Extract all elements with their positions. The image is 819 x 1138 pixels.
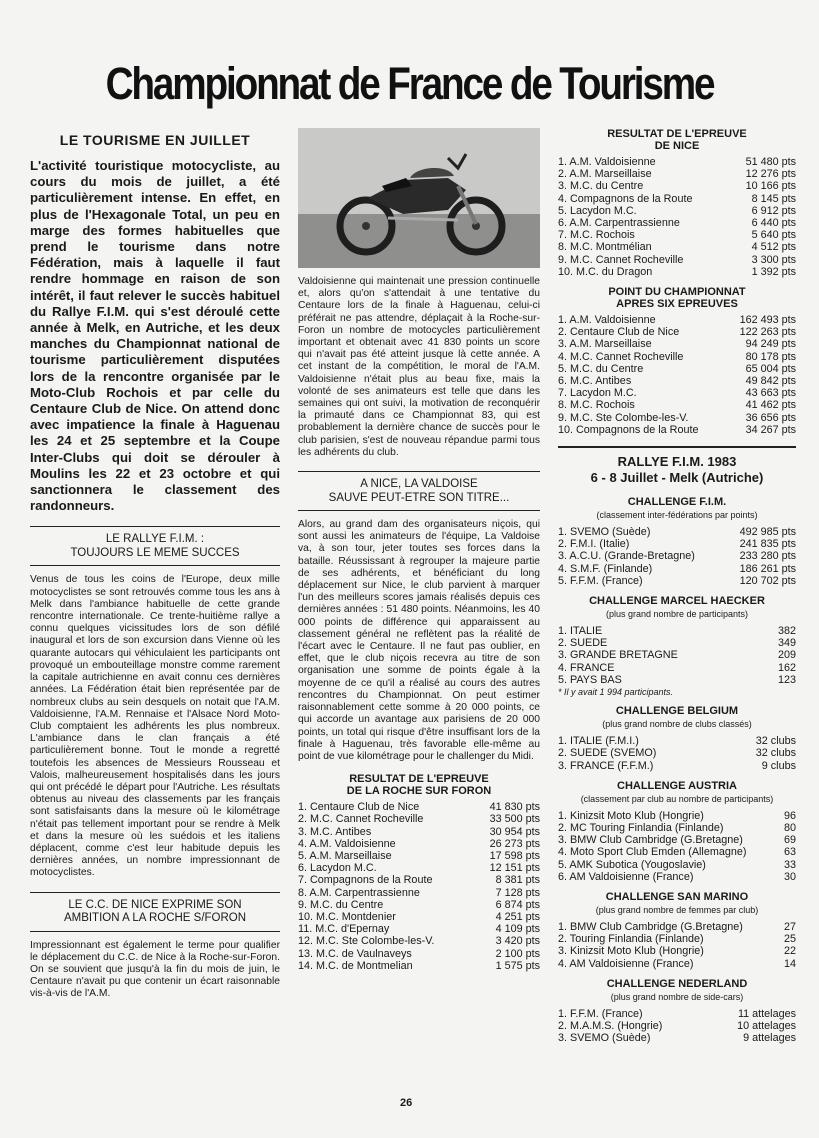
row-value: 4 512 pts [751, 241, 796, 254]
row-value: 69 [783, 834, 796, 847]
row-value: 1 392 pts [751, 265, 796, 278]
column-2 [298, 128, 540, 972]
challenge-title: CHALLENGE BELGIUM [615, 705, 739, 718]
table-row [298, 923, 540, 935]
row-label: 6. AM Valdoisienne (France) [558, 870, 694, 883]
table-row [298, 862, 540, 874]
table-row [298, 899, 540, 911]
row-label: 10. M.C. du Dragon [558, 265, 653, 278]
heading-line: TOUJOURS LE MEME SUCCES [70, 546, 240, 559]
table-row [558, 735, 796, 747]
row-value: 9 attelages [743, 1032, 796, 1045]
row-label: 4. FRANCE [558, 661, 615, 674]
table-row [558, 180, 796, 192]
table-row [558, 351, 796, 363]
row-label: 3. GRANDE BRETAGNE [558, 649, 678, 662]
challenge-subtitle: (classement par club au nombre de participants) [580, 793, 774, 804]
table-row [558, 945, 796, 957]
table-row [558, 1020, 796, 1032]
results-title-line: APRES SIX EPREUVES [616, 298, 738, 311]
results-table [558, 1008, 796, 1045]
table-row [558, 156, 796, 168]
table-row [558, 921, 796, 933]
table-row [558, 241, 796, 253]
row-label: 3. BMW Club Cambridge (G.Bretagne) [558, 834, 743, 847]
results-title [558, 286, 796, 310]
row-label: 1. A.M. Valdoisienne [558, 314, 656, 327]
row-value: 12 151 pts [489, 862, 540, 875]
row-value: 162 493 pts [739, 314, 796, 327]
table-row [558, 747, 796, 759]
table-row [558, 625, 796, 637]
row-label: 3. M.C. Antibes [298, 825, 372, 838]
row-label: 3. SVEMO (Suède) [558, 1032, 651, 1045]
table-row [298, 838, 540, 850]
table-row [558, 1032, 796, 1044]
row-value: 26 273 pts [489, 837, 540, 850]
table-row [298, 874, 540, 886]
challenge-title: CHALLENGE SAN MARINO [605, 890, 749, 903]
row-value: 3 300 pts [751, 253, 796, 266]
section-heading: LE TOURISME EN JUILLET [59, 132, 251, 148]
table-row [558, 217, 796, 229]
table-row [558, 822, 796, 834]
row-value: 80 178 pts [745, 350, 796, 363]
heading-line: A NICE, LA VALDOISE [360, 478, 478, 491]
row-label: 1. Kinizsit Moto Klub (Hongrie) [558, 809, 704, 822]
row-label: 7. Compagnons de la Route [298, 874, 433, 887]
row-label: 6. Lacydon M.C. [298, 862, 377, 875]
row-label: 8. M.C. Montmélian [558, 241, 652, 254]
row-value: 41 830 pts [489, 801, 540, 814]
results-title [298, 773, 540, 797]
row-value: 6 440 pts [751, 217, 796, 230]
results-table [298, 801, 540, 972]
table-row [558, 810, 796, 822]
row-value: 36 656 pts [745, 411, 796, 424]
row-label: 13. M.C. de Vaulnaveys [298, 947, 412, 960]
table-row [558, 674, 796, 686]
row-value: 51 480 pts [745, 156, 796, 168]
row-label: 9. M.C. du Centre [298, 898, 384, 911]
challenge-subtitle: (plus grand nombre de clubs classés) [602, 719, 752, 730]
table-row [558, 363, 796, 375]
row-label: 1. SVEMO (Suède) [558, 526, 651, 539]
challenge-title: CHALLENGE MARCEL HAECKER [589, 595, 765, 608]
table-row [558, 1008, 796, 1020]
row-label: 1. ITALIE (F.M.I.) [558, 735, 639, 748]
row-value: 80 [783, 821, 796, 834]
row-label: 14. M.C. de Montmelian [298, 959, 413, 972]
row-value: 1 575 pts [495, 959, 540, 972]
results-title-line: POINT DU CHAMPIONNAT [608, 286, 746, 299]
table-row [558, 338, 796, 350]
row-value: 22 [783, 945, 796, 958]
row-label: 2. Touring Finlandia (Finlande) [558, 933, 704, 946]
row-value: 233 280 pts [739, 550, 796, 563]
table-row [298, 948, 540, 960]
table-row [558, 760, 796, 772]
row-label: 3. A.M. Marseillaise [558, 338, 652, 351]
table-row [558, 649, 796, 661]
row-value: 123 [777, 673, 796, 686]
results-title-line: RESULTAT DE L'EPREUVE [607, 128, 747, 140]
row-label: 4. S.M.F. (Finlande) [558, 562, 653, 575]
table-row [558, 871, 796, 883]
row-label: 10. Compagnons de la Route [558, 423, 699, 436]
row-value: 65 004 pts [745, 362, 796, 375]
page-title: Championnat de France de Tourisme [105, 58, 714, 109]
motorcycle-photo [298, 128, 540, 268]
article-text: Venus de tous les coins de l'Europe, deux mille motocyclistes se sont retrouvés comme tous les ans à Melk dans l'ambiance habituelle de cette grande rencontre internationale. Ce trente-huitième rallye a connu quelques vicissitudes lors de son défilé inaugural et lors de son excursion dans Vienne où les quarante autocars qui véhiculaient les participants ont provoqué un embouteillage monstre comme rarement la capitale autrichienne en avait connu ces dernières années. La Fédération était bien représentée par de nombreux clubs au sein desquels on notait que l'A.M. Valdoisienne, l'A.M. Rennaise et l'Alsace Nord Moto-Club comptaient les adhérents les plus nombreux. L'ambiance dans le clan français a été particulièrement bonne. Tout le monde a regretté toutefois les absences de Messieurs Rousseau et Valois, malheureusement hospitalisés dans les jours qui ont précédé le départ pour l'Autriche. Les résultats obtenus au niveau des classements par les français sont satisfaisants dans la mesure où le kilométrage n'était pas tellement important pour se rendre à Melk et dans la mesure où les suédois et les italiens déplacent, comme c'est leur habitude depuis les dernières années, un nombre impressionnant de motocyclistes. [30, 574, 280, 879]
table-row [558, 662, 796, 674]
row-label: 2. M.C. Cannet Rocheville [298, 813, 424, 826]
table-row [558, 387, 796, 399]
challenge-title: CHALLENGE F.I.M. [627, 496, 727, 509]
heading-line: LE C.C. DE NICE EXPRIME SON [68, 898, 242, 911]
row-value: 10 166 pts [745, 180, 796, 193]
row-label: 4. Compagnons de la Route [558, 192, 693, 205]
row-label: 5. M.C. du Centre [558, 362, 644, 375]
results-table [558, 625, 796, 686]
table-row [298, 935, 540, 947]
table-row [558, 538, 796, 550]
heading-line: LE RALLYE F.I.M. : [105, 533, 205, 546]
row-value: 12 276 pts [745, 168, 796, 181]
table-row [558, 859, 796, 871]
row-value: 27 [783, 920, 796, 933]
section-heading [298, 471, 540, 511]
row-label: 2. M.A.M.S. (Hongrie) [558, 1019, 663, 1032]
table-row [558, 412, 796, 424]
article-text: Impressionnant est également le terme pour qualifier le déplacement du C.C. de Nice à la Roche-sur-Foron. On se souvient que jusqu'à la fin du mois de juin, le Centaure n'avait pu que contenir un écart raisonnable vis-à-vis de l'A.M. [30, 939, 280, 1000]
table-row [558, 314, 796, 326]
table-row [558, 326, 796, 338]
row-label: 9. M.C. Ste Colombe-les-V. [558, 411, 689, 424]
row-value: 94 249 pts [745, 338, 796, 351]
row-label: 4. AM Valdoisienne (France) [558, 957, 694, 970]
table-row [558, 205, 796, 217]
row-label: 1. Centaure Club de Nice [298, 801, 420, 814]
row-value: 33 500 pts [489, 813, 540, 826]
table-row [298, 960, 540, 972]
row-label: 9. M.C. Cannet Rocheville [558, 253, 684, 266]
row-label: 1. BMW Club Cambridge (G.Bretagne) [558, 920, 743, 933]
table-row [298, 826, 540, 838]
table-row [298, 813, 540, 825]
results-table [558, 526, 796, 587]
row-value: 17 598 pts [489, 849, 540, 862]
row-value: 162 [777, 661, 796, 674]
row-value: 8 145 pts [751, 192, 796, 205]
row-value: 10 attelages [737, 1019, 796, 1032]
results-table [558, 156, 796, 278]
row-value: 7 128 pts [495, 886, 540, 899]
table-row [558, 575, 796, 587]
challenge-subtitle: (plus grand nombre de participants) [605, 609, 749, 620]
table-row [298, 887, 540, 899]
row-value: 32 clubs [755, 735, 796, 748]
row-value: 122 263 pts [739, 326, 796, 339]
row-label: 6. M.C. Antibes [558, 375, 632, 388]
row-value: 43 663 pts [745, 387, 796, 400]
row-value: 6 874 pts [495, 898, 540, 911]
lead-paragraph: L'activité touristique motocycliste, au cours du mois de juillet, a été particulièrement intense. En effet, en plus de l'Hexagonale Total, un peu en marge des formes habituelles que prend le tourisme dans notre Fédération, mais à laquelle il faut rendre hommage en raison de son intérêt, il faut relever le succès habituel du Rallye F.I.M. qui s'est déroulé cette année à Melk, en Autriche, et les deux manches du Championnat national de tourisme particulièrement disputées lors de la rencontre organisée par le Moto-Club Rochois et par celle du Centaure Club de Nice. On attend donc avec impatience la finale à Haguenau les 24 et 25 septembre et la Coupe Inter-Clubs qui doit se dérouler à Moulins les 22 et 23 octobre et qui sanctionnera le classement des randonneurs. [30, 158, 280, 514]
row-value: 41 462 pts [745, 399, 796, 412]
row-label: 1. ITALIE [558, 625, 603, 638]
challenge-subtitle: (plus grand nombre de side-cars) [610, 991, 744, 1002]
row-label: 3. M.C. du Centre [558, 180, 644, 193]
rally-heading [558, 446, 796, 486]
table-row [558, 526, 796, 538]
row-label: 4. Moto Sport Club Emden (Allemagne) [558, 846, 747, 859]
results-roche [298, 773, 540, 972]
row-label: 3. FRANCE (F.F.M.) [558, 759, 654, 772]
challenge-title: CHALLENGE AUSTRIA [617, 779, 737, 792]
table-row [298, 801, 540, 813]
row-label: 8. A.M. Carpentrassienne [298, 886, 420, 899]
challenge-subtitle: (classement inter-fédérations par points) [596, 510, 758, 521]
row-label: 2. SUEDE (SVEMO) [558, 747, 657, 760]
results-title-line: DE NICE [654, 140, 700, 152]
table-row [558, 933, 796, 945]
row-value: 4 251 pts [495, 910, 540, 923]
table-row [558, 375, 796, 387]
row-label: 4. M.C. Cannet Rocheville [558, 350, 684, 363]
table-row [298, 911, 540, 923]
row-value: 11 attelages [737, 1007, 796, 1020]
heading-line: SAUVE PEUT-ETRE SON TITRE... [328, 491, 510, 504]
table-row [558, 834, 796, 846]
article-text: Alors, au grand dam des organisateurs niçois, qui sont aussi les animateurs de l'équipe, La Valdoise va, à son tour, jeter toutes ses forces dans la bataille. Réussissant à regrouper la majeure partie de ses adhérents, et bénéficiant du long déplacement sur Nice, le club parvient à marquer l'un des meilleurs scores jamais réalisés depuis ces dernières années : 51 480 points. Néanmoins, les 40 000 points de différence qui apparaissent au classement général ne reflètent pas la réalité de l'écart avec le Centaure. Il ne faut pas oublier, en effet, que le club niçois recevra au titre de son organisation une somme de points égale à la moyenne de ce qu'il a réalisé au cours des autres rencontres du Championnat. On peut estimer raisonnablement cette somme à 20 000 points, ce qui accorde un avantage aux parisiens de 20 000 points, un total qui risque d'être insuffisant lors de la finale à Haguenau, très favorable elle-même au point de vue kilométrage pour le challenger du Midi. [298, 519, 540, 762]
table-row [558, 424, 796, 436]
row-value: 6 912 pts [751, 204, 796, 217]
row-value: 30 [783, 870, 796, 883]
results-title-line: DE LA ROCHE SUR FORON [346, 785, 492, 798]
row-value: 382 [777, 625, 796, 638]
row-label: 11. M.C. d'Epernay [298, 923, 390, 936]
row-value: 492 985 pts [739, 526, 796, 539]
row-label: 2. A.M. Marseillaise [558, 168, 652, 181]
row-value: 186 261 pts [739, 562, 796, 575]
results-table [558, 921, 796, 970]
table-row [558, 254, 796, 266]
table-row [558, 168, 796, 180]
column-3 [558, 128, 796, 1044]
table-row [558, 399, 796, 411]
row-value: 14 [783, 957, 796, 970]
row-value: 3 420 pts [495, 935, 540, 948]
results-title [558, 128, 796, 152]
motorcycle-image [298, 128, 540, 268]
section-heading [30, 892, 280, 932]
results-table [558, 735, 796, 772]
table-row [558, 550, 796, 562]
results-table [558, 810, 796, 883]
challenge-title: CHALLENGE NEDERLAND [606, 977, 748, 990]
row-label: 2. SUEDE [558, 637, 608, 650]
row-value: 34 267 pts [745, 423, 796, 436]
row-label: 5. F.F.M. (France) [558, 574, 643, 587]
row-value: 30 954 pts [489, 825, 540, 838]
results-title-line: RESULTAT DE L'EPREUVE [349, 773, 489, 786]
row-value: 63 [783, 846, 796, 859]
results-table [558, 314, 796, 436]
row-label: 3. A.C.U. (Grande-Bretagne) [558, 550, 695, 563]
row-label: 1. F.F.M. (France) [558, 1007, 643, 1020]
rally-title: RALLYE F.I.M. 1983 [617, 454, 737, 470]
row-value: 120 702 pts [739, 574, 796, 587]
row-value: 25 [783, 933, 796, 946]
table-row [298, 850, 540, 862]
row-value: 2 100 pts [495, 947, 540, 960]
table-row [558, 266, 796, 278]
row-value: 96 [783, 809, 796, 822]
article-text: Valdoisienne qui maintenait une pression continuelle et, alors qu'on s'attendait à une tentative du Centaure lors de la finale à Haguenau, celui-ci préférait ne pas attendre, déplaçait à la Roche-sur-Foron un nombre de motocycles particulièrement important et obtenait avec 41 830 points un score qui n'avait pas été atteint jusque là cette année. A cet instant de la compétition, le moral de l'A.M. Valdoisienne n'était plus au beau fixe, mais la volonté de ses animateurs est telle que dans les semaines qui ont suivi, la motivation de reconquérir la primauté dans ce Championnat 83, qui est probablement la dernière chance de succès pour le club parisien, s'est de nouveau répandue parmi tous les adhérents du club. [298, 276, 540, 458]
row-value: 33 [783, 858, 796, 871]
heading-line: AMBITION A LA ROCHE S/FORON [63, 912, 247, 925]
rally-subtitle: 6 - 8 Juillet - Melk (Autriche) [590, 470, 764, 486]
row-label: 1. A.M. Valdoisienne [558, 156, 656, 168]
row-label: 6. A.M. Carpentrassienne [558, 217, 680, 230]
column-1 [30, 128, 280, 1001]
row-label: 12. M.C. Ste Colombe-les-V. [298, 935, 435, 948]
table-row [558, 563, 796, 575]
row-label: 5. Lacydon M.C. [558, 204, 637, 217]
row-label: 5. AMK Subotica (Yougoslavie) [558, 858, 706, 871]
table-row [558, 229, 796, 241]
row-value: 9 clubs [761, 759, 796, 772]
row-label: 2. MC Touring Finlandia (Finlande) [558, 821, 724, 834]
footnote: * Il y avait 1 994 participants. [558, 687, 674, 698]
row-label: 10. M.C. Montdenier [298, 910, 396, 923]
section-heading [30, 526, 280, 566]
row-label: 7. M.C. Rochois [558, 229, 635, 242]
table-row [558, 637, 796, 649]
table-row [558, 193, 796, 205]
row-label: 4. A.M. Valdoisienne [298, 837, 396, 850]
page-number: 26 [400, 1097, 413, 1109]
row-label: 5. A.M. Marseillaise [298, 849, 392, 862]
row-value: 32 clubs [755, 747, 796, 760]
row-label: 5. PAYS BAS [558, 673, 622, 686]
row-value: 8 381 pts [495, 874, 540, 887]
row-value: 4 109 pts [495, 923, 540, 936]
table-row [558, 958, 796, 970]
row-value: 349 [777, 637, 796, 650]
row-label: 2. Centaure Club de Nice [558, 326, 680, 339]
row-value: 241 835 pts [739, 538, 796, 551]
row-label: 2. F.M.I. (Italie) [558, 538, 630, 551]
row-label: 8. M.C. Rochois [558, 399, 635, 412]
challenge-subtitle: (plus grand nombre de femmes par club) [595, 904, 759, 915]
row-value: 5 640 pts [751, 229, 796, 242]
row-value: 49 842 pts [745, 375, 796, 388]
row-value: 209 [777, 649, 796, 662]
table-row [558, 846, 796, 858]
row-label: 3. Kinizsit Moto Klub (Hongrie) [558, 945, 704, 958]
row-label: 7. Lacydon M.C. [558, 387, 637, 400]
